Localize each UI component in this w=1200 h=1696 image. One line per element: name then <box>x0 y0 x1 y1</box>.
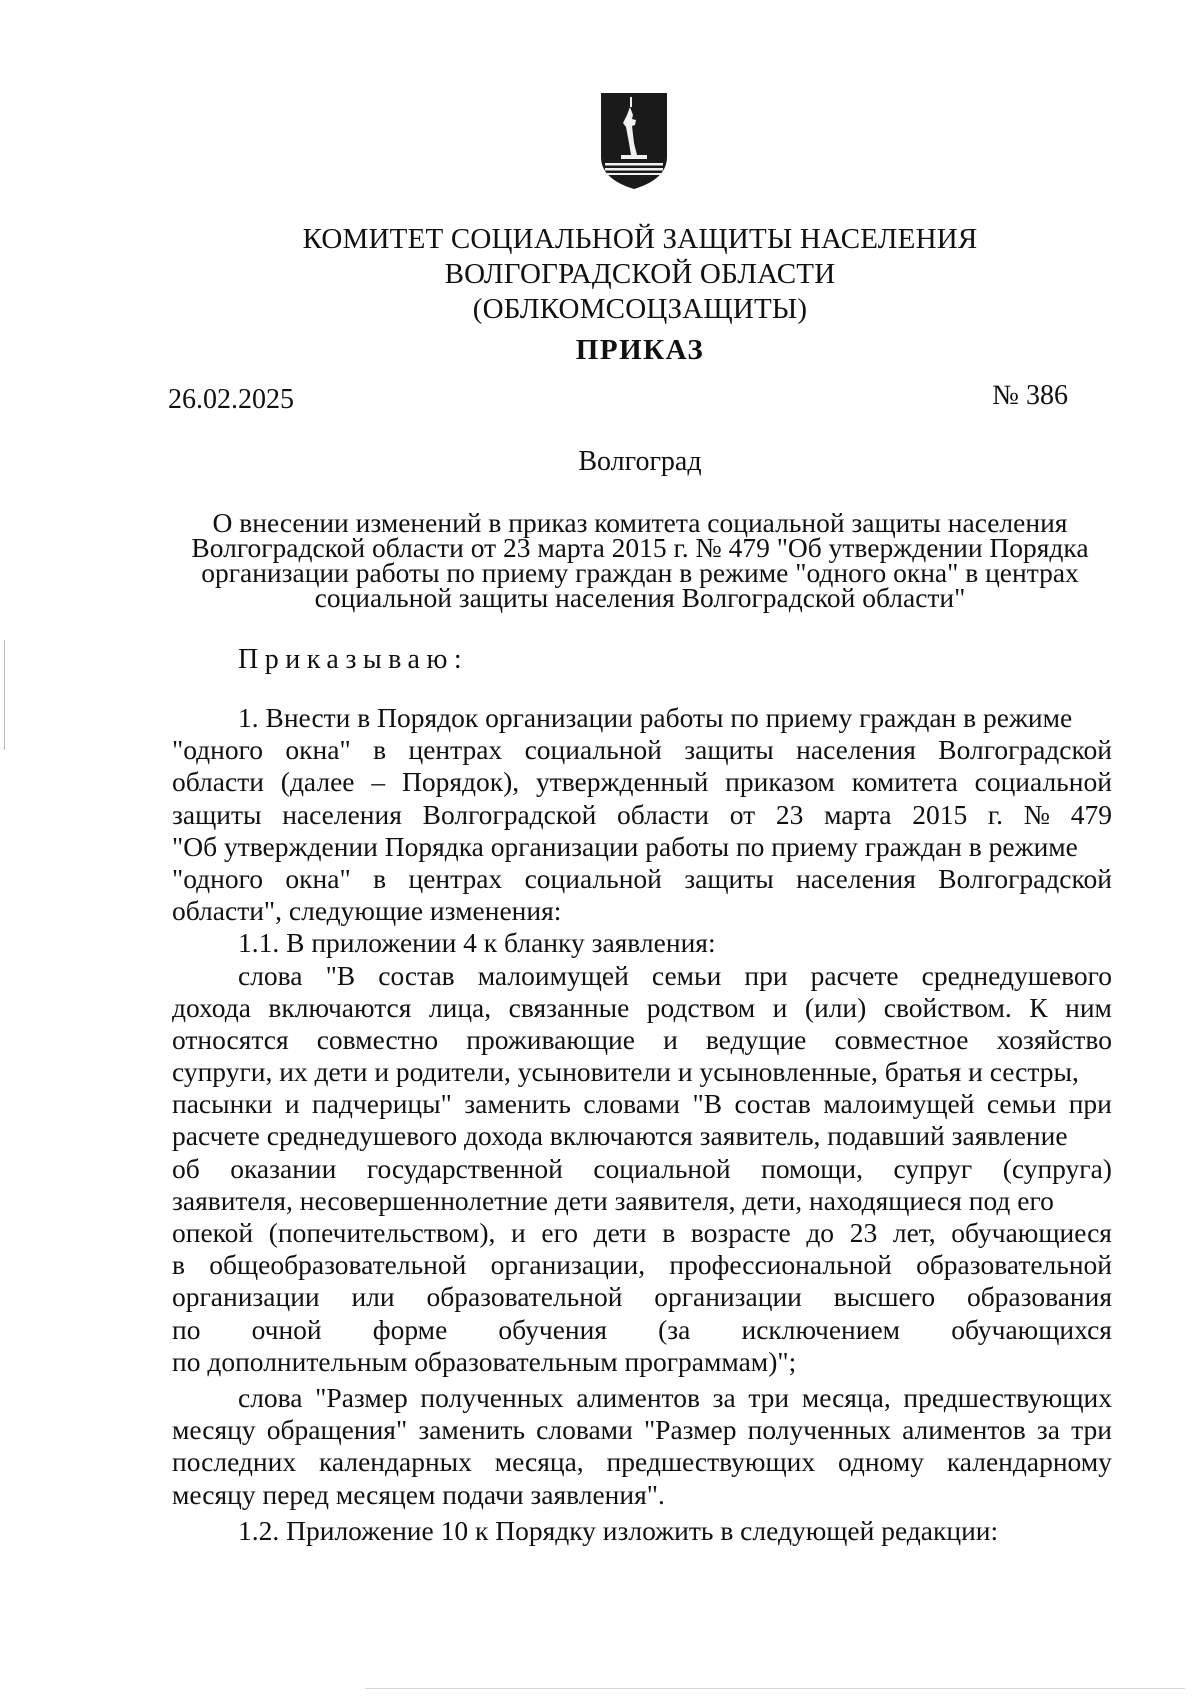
text-line <box>172 1446 1112 1478</box>
word: месяца, <box>494 1446 584 1478</box>
word: его <box>541 1217 578 1248</box>
word: образовательной <box>916 1249 1112 1281</box>
word: "одного <box>172 734 263 766</box>
word: предшествующих <box>903 1381 1112 1413</box>
word: за <box>1036 1414 1060 1446</box>
word: оказании <box>230 1152 337 1184</box>
text-line <box>172 992 1112 1024</box>
word: связанные <box>508 991 630 1023</box>
word: месяцу <box>172 1414 256 1446</box>
paragraph-1-1-text-b <box>172 1382 1112 1511</box>
word: 23 <box>849 1217 878 1248</box>
word: пасынки <box>172 1088 273 1120</box>
word: 479 <box>1070 798 1112 830</box>
text-line <box>172 831 1112 863</box>
word: "Размер <box>315 1381 408 1413</box>
word: месяцу перед месяцем подачи заявления". <box>172 1478 665 1510</box>
text-line <box>172 1120 1112 1152</box>
word: при <box>744 959 788 991</box>
word: населения <box>796 734 916 766</box>
word: малоимущей <box>477 959 629 991</box>
word: в <box>373 862 387 894</box>
word: словами <box>536 1414 633 1446</box>
scan-edge-mark <box>4 640 5 750</box>
word: проживающие <box>466 1023 635 1055</box>
word: предшествующих <box>606 1446 816 1478</box>
word: обучающихся <box>951 1313 1112 1345</box>
text-line <box>172 1414 1112 1446</box>
word: состав <box>378 959 455 991</box>
issuer-name-line-1: КОМИТЕТ СОЦИАЛЬНОЙ ЗАЩИТЫ НАСЕЛЕНИЯ <box>302 223 978 255</box>
word: очной <box>251 1313 322 1345</box>
subject-line: организации работы по приему граждан в режиме "одного окна" в центрах <box>201 557 1079 588</box>
document-date: 26.02.2025 <box>168 384 294 415</box>
paragraph-1 <box>172 702 1112 927</box>
word: защиты <box>684 734 774 766</box>
word: свойством. <box>883 991 1012 1023</box>
subject-line: Волгоградской области от 23 марта 2015 г. № 479 "Об утверждении Порядка <box>191 532 1089 563</box>
word: слова <box>238 959 303 991</box>
text-line <box>172 1281 1112 1313</box>
text-line <box>172 1088 1112 1120</box>
word: социальной <box>974 766 1112 798</box>
word: организации <box>654 1281 802 1313</box>
text-line <box>172 1185 1112 1217</box>
word: № <box>1023 798 1050 830</box>
word: защиты <box>172 798 262 830</box>
word: и <box>772 991 788 1023</box>
word: профессиональной <box>669 1249 892 1281</box>
word: алиментов <box>902 1414 1026 1446</box>
text-line <box>172 1382 1112 1414</box>
word: "одного <box>172 862 263 894</box>
word: Порядок), <box>401 766 520 798</box>
word: г. <box>987 798 1003 830</box>
word: центрах <box>408 862 503 894</box>
word: родством <box>646 991 756 1023</box>
issuer-abbreviation: (ОБЛКОМСОЦЗАЩИТЫ) <box>472 293 808 325</box>
word: (попечительством), <box>268 1217 496 1248</box>
word: три <box>748 1381 790 1413</box>
issuer-name-line-2: ВОЛГОГРАДСКОЙ ОБЛАСТИ <box>444 258 836 290</box>
word: и <box>663 1023 678 1055</box>
text-line <box>172 799 1112 831</box>
word: лет, <box>892 1217 936 1248</box>
word: области", следующие изменения: <box>172 895 562 927</box>
word: 2015 <box>912 798 968 830</box>
word: окна" <box>285 862 351 894</box>
text-line <box>172 1056 1112 1088</box>
word: марта <box>824 798 892 830</box>
word: ведущие <box>705 1023 807 1055</box>
text-line <box>172 895 1112 927</box>
word: семьи <box>651 959 722 991</box>
word: социальной <box>524 862 662 894</box>
paragraph-1-2-heading: 1.2. Приложение 10 к Порядку изложить в следующей редакции: <box>238 1514 999 1546</box>
word: или <box>351 1281 395 1313</box>
word: социальной <box>593 1152 731 1184</box>
word: возрасте <box>690 1217 791 1248</box>
word: заявителя, несовершеннолетние дети заявителя, дети, находящиеся под его <box>172 1184 1054 1216</box>
word: и <box>511 1217 526 1248</box>
text-line <box>172 1249 1112 1281</box>
word: месяца, <box>801 1381 891 1413</box>
text-line <box>172 734 1112 766</box>
word: заменить <box>464 1088 571 1120</box>
word: три <box>1071 1414 1112 1446</box>
coat-of-arms-emblem <box>599 91 669 191</box>
word: в <box>172 1249 185 1281</box>
word: совместное <box>834 1023 969 1055</box>
word: (далее <box>280 766 355 798</box>
word: 23 <box>775 798 804 830</box>
word: дети <box>593 1217 647 1248</box>
word: "В <box>325 959 356 991</box>
word: области <box>172 766 264 798</box>
word: (или) <box>804 991 867 1023</box>
paragraph-1-1-text-a <box>172 960 1112 1378</box>
text-line <box>172 1314 1112 1346</box>
word: высшего <box>833 1281 936 1313</box>
word: супруг <box>893 1152 973 1184</box>
word: календарному <box>946 1446 1112 1478</box>
word: государственной <box>366 1152 563 1184</box>
word: образовательной <box>426 1281 623 1313</box>
word: календарных <box>318 1446 472 1478</box>
paragraph-1-1-heading: 1.1. В приложении 4 к бланку заявления: <box>238 927 716 959</box>
word: социальной <box>524 734 662 766</box>
word: "Размер <box>643 1414 737 1446</box>
word: относятся <box>172 1023 289 1055</box>
text-line <box>172 1024 1112 1056</box>
word: "В <box>692 1088 723 1120</box>
word: обучения <box>498 1313 607 1345</box>
scan-edge-mark <box>365 1688 1185 1689</box>
text-line <box>172 766 1112 798</box>
word: в <box>662 1217 676 1248</box>
word: семьи <box>986 1088 1057 1120</box>
word: в <box>373 734 387 766</box>
word: опекой <box>172 1217 254 1248</box>
word: организации, <box>490 1249 646 1281</box>
word: лица, <box>428 991 492 1023</box>
document-city: Волгоград <box>578 446 702 477</box>
word: образования <box>966 1281 1112 1313</box>
word: по дополнительным образовательным программам)"; <box>172 1345 797 1377</box>
word: (супруга) <box>1002 1152 1112 1184</box>
word: Волгоградской <box>422 798 597 830</box>
word: форме <box>372 1313 448 1345</box>
text-line <box>172 1346 1112 1378</box>
word: полученных <box>420 1381 564 1413</box>
word: включаются <box>268 991 412 1023</box>
word: 1. Внести в Порядок организации работы по приему граждан в режиме <box>238 702 1073 733</box>
word: обучающиеся <box>951 1217 1112 1248</box>
order-directive: Приказываю: <box>238 644 469 675</box>
word: падчерицы" <box>312 1088 452 1120</box>
document-body <box>172 702 1112 1547</box>
document-subject <box>170 507 1110 613</box>
word: словами <box>583 1088 681 1120</box>
word: общеобразовательной <box>209 1249 467 1281</box>
word: населения <box>796 862 916 894</box>
word: обращения" <box>266 1414 408 1446</box>
text-line <box>172 1217 1112 1249</box>
word: утвержденный <box>535 766 709 798</box>
subject-line: О внесении изменений в приказ комитета социальной защиты населения <box>212 507 1068 538</box>
word: за <box>712 1381 736 1413</box>
word: при <box>1068 1088 1112 1120</box>
text-line <box>172 1153 1112 1185</box>
word: населения <box>282 798 402 830</box>
issuer-header <box>200 222 1080 327</box>
word: (за <box>658 1313 691 1345</box>
text-line <box>172 1479 1112 1511</box>
word: "Об утверждении Порядка организации работы по приему граждан в режиме <box>172 830 1078 862</box>
word: организации <box>172 1281 320 1313</box>
text-line <box>172 702 1112 734</box>
word: дохода <box>172 991 251 1023</box>
word: заменить <box>418 1414 525 1446</box>
word: среднедушевого <box>921 959 1112 991</box>
word: К <box>1029 991 1048 1023</box>
word: защиты <box>684 862 774 894</box>
word: и <box>284 1088 300 1120</box>
word: супруги, их дети и родители, усыновители и усыновленные, братья и сестры, <box>172 1056 1079 1088</box>
word: области <box>617 798 709 830</box>
word: центрах <box>408 734 503 766</box>
word: приказом <box>725 766 835 798</box>
word: расчете среднедушевого дохода включаются заявитель, подавший заявление <box>172 1120 1068 1152</box>
word: комитета <box>851 766 958 798</box>
word: Волгоградской <box>938 862 1112 894</box>
word: алиментов <box>576 1381 700 1413</box>
document-type-title: ПРИКАЗ <box>575 334 705 366</box>
text-line <box>172 863 1112 895</box>
word: малоимущей <box>823 1088 975 1120</box>
subject-line: социальной защиты населения Волгоградской области" <box>314 582 966 613</box>
text-line <box>172 960 1112 992</box>
word: полученных <box>747 1414 891 1446</box>
word: хозяйство <box>996 1023 1112 1055</box>
word: – <box>371 766 386 798</box>
word: состав <box>734 1088 811 1120</box>
word: исключением <box>741 1313 901 1345</box>
document-number: № 386 <box>992 380 1068 411</box>
word: до <box>806 1217 835 1248</box>
word: помощи, <box>761 1152 863 1184</box>
word: совместно <box>316 1023 439 1055</box>
word: слова <box>238 1381 303 1413</box>
word: окна" <box>285 734 351 766</box>
word: от <box>729 798 756 830</box>
word: одному <box>837 1446 924 1478</box>
word: Волгоградской <box>938 734 1112 766</box>
word: расчете <box>810 959 899 991</box>
word: ним <box>1065 991 1112 1023</box>
word: последних <box>172 1446 297 1478</box>
word: об <box>172 1152 200 1184</box>
word: по <box>172 1313 201 1345</box>
